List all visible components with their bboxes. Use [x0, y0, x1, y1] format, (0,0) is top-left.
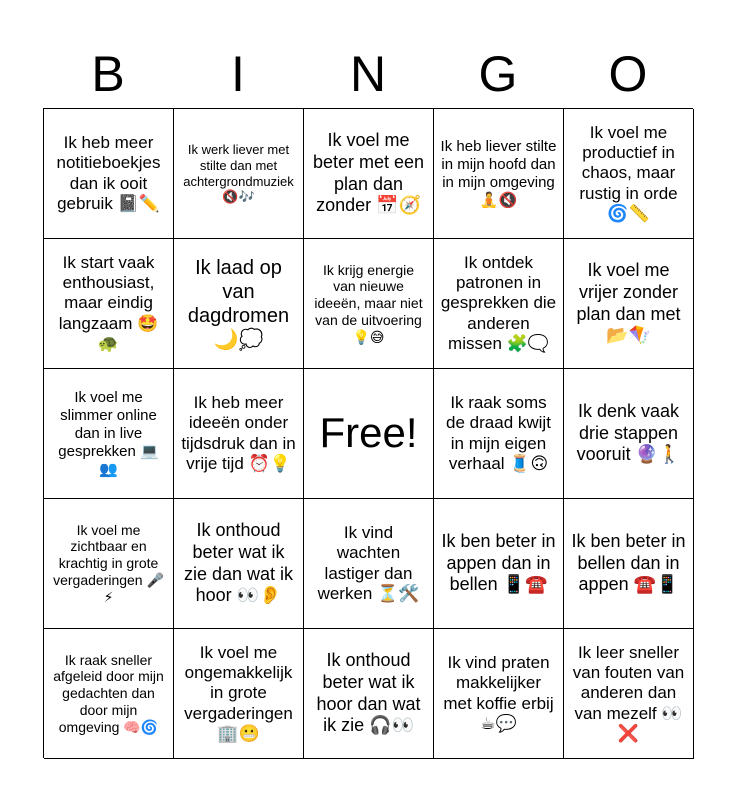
bingo-cell-text: Ik vind praten makkelijker met koffie erbij ☕💬	[443, 652, 554, 733]
bingo-cell-r5c2[interactable]	[174, 629, 304, 759]
bingo-cell-text: Ik raak sneller afgeleid door mijn gedachten dan door mijn omgeving 🧠🌀	[53, 651, 164, 735]
bingo-cell-text: Ik heb meer notitieboekjes dan ik ooit gebruik 📓✏️	[56, 132, 161, 213]
bingo-cell-r2c4[interactable]	[434, 239, 564, 369]
bingo-cell-free-space[interactable]	[304, 369, 434, 499]
bingo-cell-r3c1[interactable]	[44, 369, 174, 499]
bingo-cell-r3c5[interactable]	[564, 369, 694, 499]
bingo-cell-r2c2[interactable]	[174, 239, 304, 369]
bingo-cell-r4c1[interactable]	[44, 499, 174, 629]
bingo-cell-text: Ik ben beter in appen dan in bellen 📱☎️	[441, 531, 556, 595]
bingo-cell-text: Ik laad op van dagdromen 🌙💭	[187, 256, 290, 351]
bingo-cell-text: Ik ben beter in bellen dan in appen ☎️📱	[571, 531, 686, 595]
bingo-cell-text: Ik onthoud beter wat ik zie dan wat ik hoor 👀👂	[183, 520, 294, 606]
bingo-cell-r3c4[interactable]	[434, 369, 564, 499]
bingo-cell-text: Ik voel me ongemakkelijk in grote vergaderingen 🏢😬	[184, 642, 293, 744]
bingo-cell-r5c4[interactable]	[434, 629, 564, 759]
bingo-cell-text: Ik start vaak enthousiast, maar eindig langzaam 🤩🐢	[58, 252, 159, 354]
header-letter-i: I	[231, 46, 245, 102]
bingo-cell-text: Ik denk vaak drie stappen vooruit 🔮🚶	[576, 401, 681, 465]
header-letter-b: B	[91, 46, 125, 102]
bingo-cell-r2c1[interactable]	[44, 239, 174, 369]
bingo-cell-r1c5[interactable]	[564, 109, 694, 239]
bingo-cell-r1c1[interactable]	[44, 109, 174, 239]
free-space-label: Free!	[319, 409, 418, 457]
bingo-cell-text: Ik vind wachten lastiger dan werken ⏳🛠️	[317, 522, 420, 603]
bingo-cell-text: Ik voel me zichtbaar en krachtig in grote vergaderingen 🎤⚡	[53, 521, 164, 605]
header-letter-g: G	[478, 46, 518, 102]
bingo-cell-r4c2[interactable]	[174, 499, 304, 629]
bingo-header	[43, 38, 693, 110]
bingo-cell-r1c4[interactable]	[434, 109, 564, 239]
bingo-cell-text: Ik ontdek patronen in gesprekken die anderen missen 🧩🗨️	[440, 252, 557, 354]
bingo-cell-r2c3[interactable]	[304, 239, 434, 369]
bingo-cell-r5c1[interactable]	[44, 629, 174, 759]
bingo-cell-r2c5[interactable]	[564, 239, 694, 369]
bingo-cell-text: Ik voel me slimmer online dan in live gesprekken 💻👥	[58, 388, 159, 478]
bingo-cell-r4c3[interactable]	[304, 499, 434, 629]
bingo-cell-text: Ik heb liever stilte in mijn hoofd dan in mijn omgeving 🧘🔇	[440, 137, 557, 209]
bingo-cell-r1c3[interactable]	[304, 109, 434, 239]
bingo-cell-text: Ik krijg energie van nieuwe ideeën, maar niet van de uitvoering 💡😅	[314, 261, 423, 345]
bingo-cell-text: Ik voel me productief in chaos, maar rustig in orde 🌀📏	[579, 122, 678, 224]
bingo-cell-text: Ik raak soms de draad kwijt in mijn eigen verhaal 🧵🙃	[446, 392, 551, 473]
bingo-cell-text: Ik werk liever met stilte dan met achtergrondmuziek 🔇🎶	[183, 142, 294, 205]
bingo-cell-text: Ik voel me vrijer zonder plan dan met 📂🪁	[576, 260, 681, 346]
bingo-cell-text: Ik onthoud beter wat ik hoor dan wat ik zie 🎧👀	[316, 650, 421, 736]
bingo-cell-r1c2[interactable]	[174, 109, 304, 239]
bingo-cell-r4c4[interactable]	[434, 499, 564, 629]
header-letter-n: N	[349, 46, 387, 102]
bingo-cell-r4c5[interactable]	[564, 499, 694, 629]
header-letter-o: O	[608, 46, 648, 102]
bingo-cell-text: Ik leer sneller van fouten van anderen dan van mezelf 👀❌	[572, 642, 685, 744]
bingo-card-grid	[43, 108, 693, 758]
bingo-cell-text: Ik voel me beter met een plan dan zonder 📅🧭	[312, 130, 425, 216]
bingo-cell-r5c5[interactable]	[564, 629, 694, 759]
bingo-cell-text: Ik heb meer ideeën onder tijdsdruk dan in vrije tijd ⏰💡	[181, 392, 296, 473]
bingo-cell-r5c3[interactable]	[304, 629, 434, 759]
bingo-cell-r3c2[interactable]	[174, 369, 304, 499]
